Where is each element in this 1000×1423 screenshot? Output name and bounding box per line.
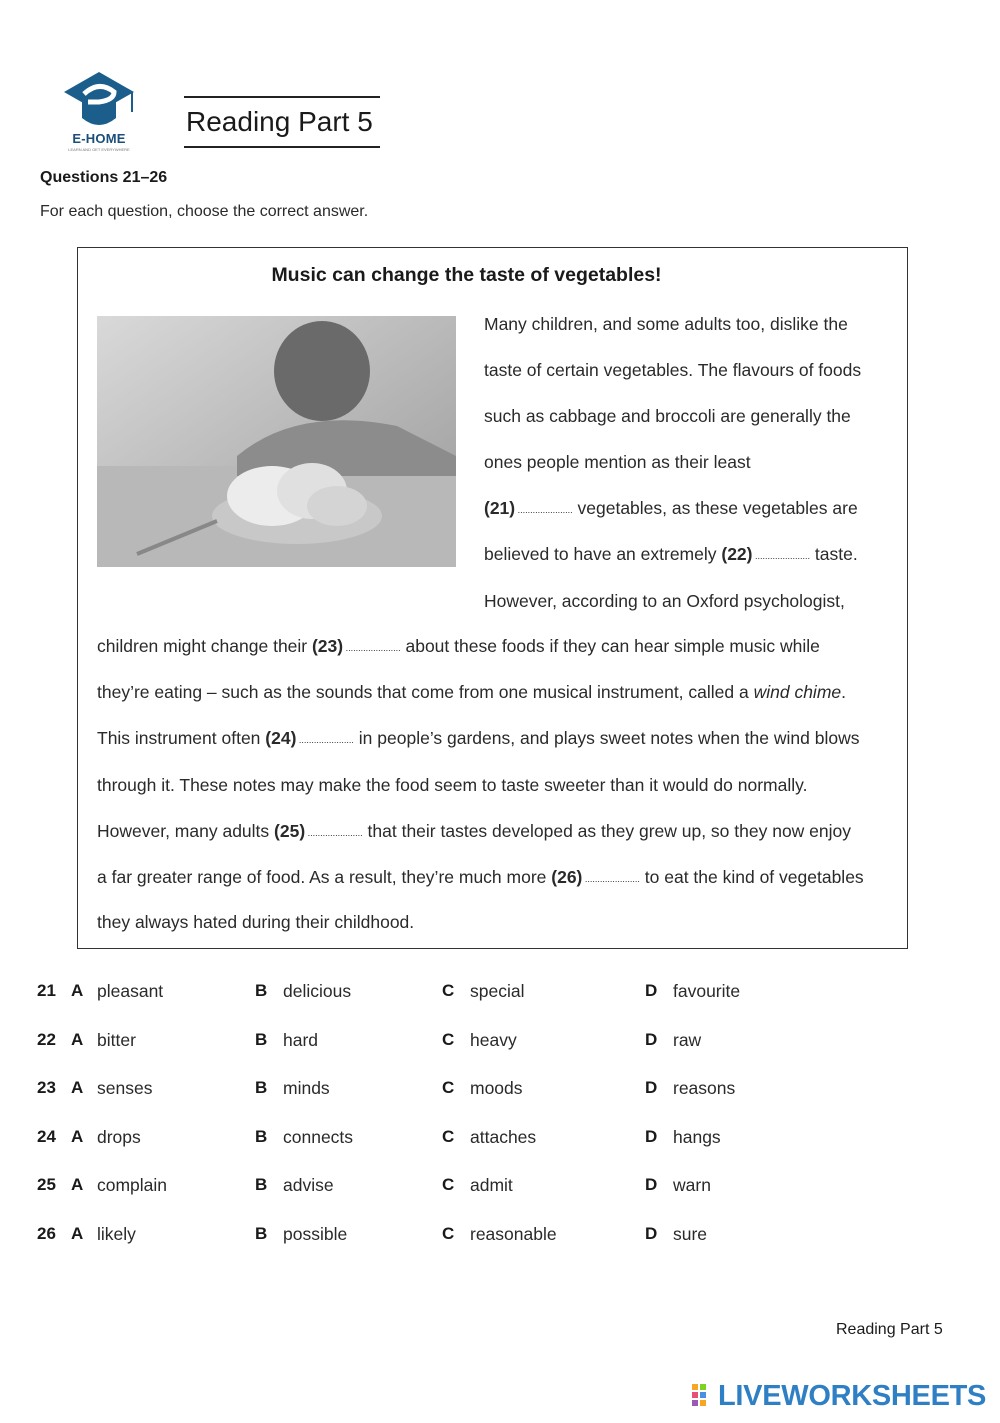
line-text: to eat the kind of vegetables — [639, 867, 864, 887]
option-letter-b: B — [255, 1078, 268, 1097]
option-26-d[interactable]: sure — [673, 1224, 708, 1244]
gap-number: (23) — [311, 636, 344, 656]
answer-blank[interactable]: ...................... — [305, 828, 363, 838]
answer-blank[interactable]: ...................... — [752, 551, 811, 561]
article-line — [97, 635, 820, 659]
article-line — [484, 313, 848, 335]
option-22-b[interactable]: hard — [283, 1030, 319, 1050]
line-text: children might change their — [97, 636, 312, 656]
line-text: ones people mention as their least — [484, 452, 751, 472]
option-letter-c: C — [442, 1175, 455, 1194]
option-25-b[interactable]: advise — [283, 1175, 334, 1195]
option-21-a[interactable]: pleasant — [97, 981, 164, 1001]
option-letter-c: C — [442, 1127, 455, 1146]
gap-number: (26) — [551, 867, 583, 887]
question-number: 24 — [37, 1127, 56, 1146]
option-21-b[interactable]: delicious — [283, 981, 352, 1001]
option-letter-a: A — [71, 1030, 84, 1049]
answer-blank[interactable]: ...................... — [343, 643, 401, 653]
option-25-c[interactable]: admit — [470, 1175, 513, 1195]
article-line — [484, 405, 851, 427]
footer-label: Reading Part 5 — [836, 1321, 943, 1338]
line-text: that their tastes developed as they grew up, so they now enjoy — [362, 821, 852, 841]
option-letter-d: D — [645, 1127, 658, 1146]
option-26-b[interactable]: possible — [283, 1224, 348, 1244]
option-26-a[interactable]: likely — [97, 1224, 136, 1244]
article-line — [484, 497, 858, 521]
article-line — [97, 727, 859, 751]
questions-heading: Questions 21–26 — [40, 169, 168, 186]
liveworksheets-logo-icon — [692, 1382, 716, 1412]
gap-number: (25) — [274, 821, 306, 841]
article-line — [97, 911, 414, 933]
line-text: taste of certain vegetables. The flavours of foods — [484, 360, 862, 380]
option-21-c[interactable]: special — [470, 981, 525, 1001]
line-text: about these foods if they can hear simple music while — [400, 636, 820, 656]
line-text: However, according to an Oxford psychologist, — [484, 591, 845, 611]
option-letter-a: A — [71, 1175, 84, 1194]
line-text: vegetables, as these vegetables are — [572, 498, 858, 518]
option-23-d[interactable]: reasons — [673, 1078, 736, 1098]
option-letter-d: D — [645, 1175, 658, 1194]
option-letter-a: A — [71, 981, 84, 1000]
option-letter-b: B — [255, 1175, 268, 1194]
line-text: This instrument often — [97, 728, 266, 748]
option-letter-c: C — [442, 981, 455, 1000]
gap-number: (21) — [484, 498, 516, 518]
line-text: in people’s gardens, and plays sweet notes when the wind blows — [353, 728, 860, 748]
option-letter-c: C — [442, 1224, 455, 1243]
article-line — [484, 590, 845, 612]
article-line — [97, 866, 864, 890]
instruction-text: For each question, choose the correct answer. — [40, 203, 369, 220]
option-22-c[interactable]: heavy — [470, 1030, 517, 1050]
option-letter-c: C — [442, 1030, 455, 1049]
option-25-d[interactable]: warn — [673, 1175, 711, 1195]
option-letter-b: B — [255, 1030, 268, 1049]
article-line — [97, 820, 851, 844]
logo-text: E-HOME — [72, 131, 126, 146]
italic-term: wind chime — [753, 682, 842, 702]
answer-blank[interactable]: ...................... — [515, 505, 573, 515]
option-24-c[interactable]: attaches — [470, 1127, 537, 1147]
option-letter-a: A — [71, 1078, 84, 1097]
page-title: Reading Part 5 — [186, 106, 373, 137]
line-text: a far greater range of food. As a result, they’re much more — [97, 867, 552, 887]
option-letter-d: D — [645, 1224, 658, 1243]
gap-number: (24) — [265, 728, 297, 748]
line-text: such as cabbage and broccoli are generally the — [484, 406, 851, 426]
liveworksheets-brand: LIVEWORKSHEETS — [718, 1380, 987, 1412]
article-line — [97, 774, 807, 796]
option-24-d[interactable]: hangs — [673, 1127, 721, 1147]
line-text: believed to have an extremely — [484, 544, 722, 564]
option-25-a[interactable]: complain — [97, 1175, 168, 1195]
option-letter-d: D — [645, 1078, 658, 1097]
option-24-b[interactable]: connects — [283, 1127, 354, 1147]
line-text: taste. — [810, 544, 858, 564]
article-line — [484, 451, 751, 473]
line-text: they’re eating – such as the sounds that come from one musical instrument, called a — [97, 682, 754, 702]
option-letter-d: D — [645, 1030, 658, 1049]
option-26-c[interactable]: reasonable — [470, 1224, 557, 1244]
article-line — [484, 543, 858, 567]
question-number: 22 — [37, 1030, 56, 1049]
option-23-a[interactable]: senses — [97, 1078, 153, 1098]
line-text: they always hated during their childhood. — [97, 912, 415, 932]
option-letter-d: D — [645, 981, 658, 1000]
question-number: 26 — [37, 1224, 56, 1243]
answer-blank[interactable]: ...................... — [296, 735, 354, 745]
option-23-b[interactable]: minds — [283, 1078, 330, 1098]
option-letter-b: B — [255, 981, 268, 1000]
question-number: 21 — [37, 981, 56, 1000]
option-23-c[interactable]: moods — [470, 1078, 523, 1098]
answer-blank[interactable]: ...................... — [582, 874, 640, 884]
child-photo — [97, 316, 456, 567]
option-letter-a: A — [71, 1224, 84, 1243]
title-block — [184, 96, 380, 148]
line-text: However, many adults — [97, 821, 275, 841]
option-24-a[interactable]: drops — [97, 1127, 141, 1147]
article-line — [484, 359, 861, 381]
option-22-a[interactable]: bitter — [97, 1030, 136, 1050]
option-21-d[interactable]: favourite — [673, 981, 741, 1001]
question-number: 25 — [37, 1175, 56, 1194]
line-text: . — [841, 682, 847, 702]
article-title: Music can change the taste of vegetables! — [271, 264, 662, 286]
option-22-d[interactable]: raw — [673, 1030, 702, 1050]
line-text: Many children, and some adults too, dislike the — [484, 314, 848, 334]
option-letter-a: A — [71, 1127, 84, 1146]
logo-tagline: LEARN AND GET EVERYWHERE — [68, 147, 130, 152]
option-letter-b: B — [255, 1224, 268, 1243]
question-number: 23 — [37, 1078, 56, 1097]
line-text: through it. These notes may make the food seem to taste sweeter than it would do normally. — [97, 775, 808, 795]
option-letter-c: C — [442, 1078, 455, 1097]
article-line — [97, 681, 846, 703]
gap-number: (22) — [721, 544, 753, 564]
option-letter-b: B — [255, 1127, 268, 1146]
